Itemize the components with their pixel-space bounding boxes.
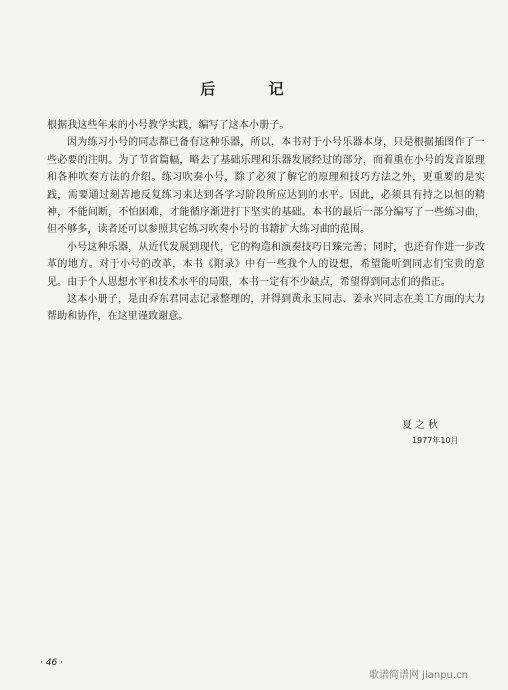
paragraph-content: 因为练习小号的同志都已备有这种乐器，所以，本书对于小号乐器本身，只是根据插图作了一些必要的注明。为了节省篇幅，略去了基础乐理和乐器发展经过的部分，而着重在小号的发音原理和各种吹奏方法的介绍。练习吹奏小号，除了必须了解它的原理和技巧方法之外，更重要的是实践，需要通过刻苦地反复练习来达到各学习阶段所应达到的水平。因此，必须具有持之以恒的精神，不能间断，不怕困难，才能循序渐进打下坚实的基础。本书的最后一部分编写了一些练习曲，但不够多，读者还可以参照其它练习吹奏小号的书籍扩大练习曲的范围。 — [47, 137, 485, 236]
date-line: 1977年10月 — [412, 436, 459, 445]
author-signature: 夏之秋 — [402, 420, 441, 431]
body-text — [47, 117, 485, 326]
paragraph-reform: 小号这种乐器，从近代发展到现代，它的构造和演奏技巧日臻完善；同时，也还有作进一步改革的地方。对于小号的改革，本书《附录》中有一些我个人的设想，希望能听到同志们宝贵的意见。由于个人思想水平和技术水平的局限，本书一定有不少缺点，希望得到同志们的指正。 — [47, 241, 485, 288]
page-number: · 46 · — [40, 658, 63, 668]
paragraph-thanks: 这本小册子，是由乔东君同志记录整理的，并得到黄永玉同志、姜永兴同志在美工方面的大力帮助和协作，在这里谨致谢意。 — [47, 294, 485, 323]
paragraph-intro: 根据我这些年来的小号教学实践，编写了这本小册子。 — [47, 120, 290, 131]
watermark: 歌谱简谱网 jianpu.cn — [369, 670, 468, 681]
page-title: 后 记 — [200, 80, 308, 98]
